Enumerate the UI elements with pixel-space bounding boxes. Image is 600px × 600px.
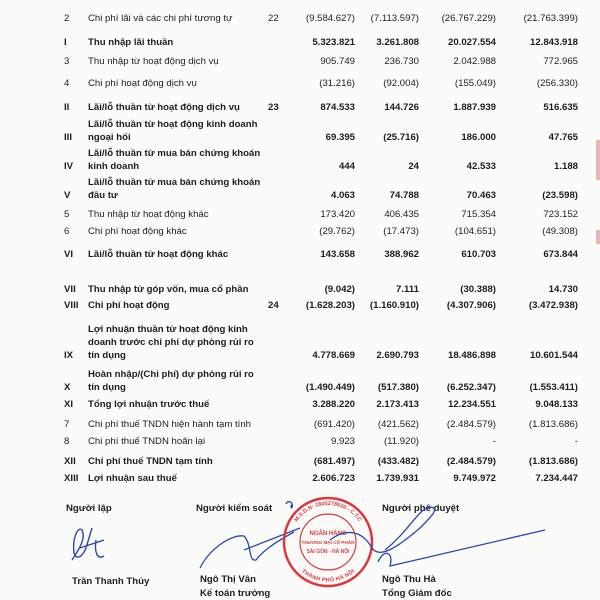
row-value: 715.354 <box>461 209 496 220</box>
row-index: X <box>64 382 71 393</box>
row-value: (2.484.579) <box>446 419 496 430</box>
row-index: VI <box>64 249 74 260</box>
preparer-signature <box>72 528 104 560</box>
row-value: (1.490.449) <box>305 382 355 393</box>
row-label: Chi phí thuế TNDN hoãn lại <box>88 436 206 447</box>
row-index: 4 <box>64 78 70 89</box>
row-value: 9.749.972 <box>453 473 496 484</box>
row-value: (256.330) <box>536 78 578 89</box>
preparer-name: Trần Thanh Thủy <box>72 576 150 587</box>
row-value: 20.027.554 <box>447 37 496 48</box>
row-label: Lãi/lỗ thuần từ mua bán chứng khoán kinh doanh <box>88 148 261 172</box>
row-value: 186.000 <box>461 132 496 143</box>
row-value: 444 <box>338 161 355 172</box>
row-label: Lãi/lỗ thuần từ hoạt động khác <box>88 249 229 260</box>
row-value: (25.716) <box>383 132 419 143</box>
row-value: 14.730 <box>548 284 578 295</box>
row-value: (4.307.906) <box>446 300 496 311</box>
row-value: 610.703 <box>461 249 496 260</box>
stamp-line-3: SÀI GÒN - HÀ NỘI <box>306 549 350 555</box>
row-value: (1.813.686) <box>528 419 578 430</box>
row-value: 2.606.723 <box>312 473 355 484</box>
row-index: 8 <box>64 436 70 447</box>
row-value: (9.042) <box>324 284 355 295</box>
row-value: 3.261.808 <box>376 37 419 48</box>
preparer-role: Người lập <box>66 503 112 514</box>
row-value: (104.651) <box>454 226 496 237</box>
row-index: III <box>64 132 72 143</box>
row-label: Chi phí hoạt động <box>88 300 170 311</box>
row-value: 70.463 <box>466 190 496 201</box>
row-label: Lãi/lỗ thuần từ hoạt động kinh doanh ngoại hối <box>88 119 258 143</box>
approver-name: Ngô Thu Hà <box>382 574 436 585</box>
stamp-bottom-text: THÀNH PHỐ HÀ NỘI <box>300 568 356 584</box>
row-label: Chi phí hoạt động khác <box>88 226 187 237</box>
row-value: 772.965 <box>543 56 578 67</box>
row-index: XIII <box>64 473 79 484</box>
row-value: 144.726 <box>384 102 419 113</box>
row-label: Lợi nhuận sau thuế <box>88 473 177 484</box>
row-label: Hoàn nhập/(Chi phí) dự phòng rủi ro tín dụng <box>88 369 254 393</box>
row-index: 3 <box>64 56 70 67</box>
row-value: (17.473) <box>383 226 419 237</box>
row-index: IV <box>64 161 74 172</box>
controller-title: Kế toán trưởng <box>200 588 271 599</box>
row-value: (517.380) <box>377 382 419 393</box>
row-index: 7 <box>64 419 70 430</box>
row-value: 24 <box>408 161 419 172</box>
row-value: (155.049) <box>454 78 496 89</box>
row-value: 47.765 <box>548 132 578 143</box>
row-value: (7.113.597) <box>370 13 419 24</box>
row-value: 2.042.988 <box>453 56 496 67</box>
row-value: 173.420 <box>320 209 355 220</box>
row-index: IX <box>64 350 74 361</box>
row-label: Tổng lợi nhuận trước thuế <box>88 399 210 410</box>
row-value: (26.767.229) <box>441 13 496 24</box>
row-label: Lãi/lỗ thuần từ mua bán chứng khoán đầu tư <box>88 177 261 201</box>
row-value: 143.658 <box>320 249 355 260</box>
row-label: Thu nhập từ hoạt động khác <box>88 209 209 220</box>
row-value: 74.788 <box>389 190 419 201</box>
row-value: 1.739.931 <box>376 473 419 484</box>
company-stamp <box>284 498 372 586</box>
row-value: 1.188 <box>553 161 578 172</box>
row-note: 24 <box>268 300 279 311</box>
stamp-line-1: NGÂN HÀNG <box>309 531 347 537</box>
row-label: Chi phí lãi và các chi phí tương tự <box>88 13 233 24</box>
row-index: II <box>64 102 70 113</box>
row-value: - <box>574 436 578 447</box>
row-label: Lãi/lỗ thuần từ hoạt động dịch vụ <box>88 102 240 113</box>
row-index: I <box>64 37 67 48</box>
stamp-line-2: THƯƠNG MẠI CỔ PHẦN <box>301 540 355 545</box>
row-label: Thu nhập từ hoạt động dịch vụ <box>88 56 219 67</box>
row-index: XI <box>64 399 74 410</box>
row-value: (23.598) <box>542 190 578 201</box>
row-index: 2 <box>64 13 70 24</box>
row-value: 2.690.793 <box>376 350 419 361</box>
row-index: VIII <box>64 300 79 311</box>
row-value: 69.395 <box>325 132 355 143</box>
row-value: (1.628.203) <box>305 300 355 311</box>
row-value: 236.730 <box>384 56 419 67</box>
row-index: VII <box>64 284 76 295</box>
row-value: 42.533 <box>466 161 496 172</box>
row-value: (433.482) <box>377 456 419 467</box>
row-value: 905.749 <box>320 56 355 67</box>
row-value: (9.584.627) <box>305 13 355 24</box>
row-value: 7.111 <box>396 284 419 295</box>
row-label: Thu nhập lãi thuần <box>88 37 174 48</box>
row-value: 516.635 <box>543 102 578 113</box>
controller-name: Ngô Thị Vân <box>200 574 256 585</box>
controller-role: Người kiểm soát <box>196 503 273 514</box>
row-value: (92.004) <box>383 78 419 89</box>
row-value: (21.763.399) <box>523 13 578 24</box>
row-value: 388.962 <box>384 249 419 260</box>
row-value: (2.484.579) <box>446 456 496 467</box>
row-value: 9.923 <box>330 436 355 447</box>
row-value: 2.173.413 <box>376 399 419 410</box>
row-value: 673.844 <box>543 249 578 260</box>
row-value: 4.063 <box>330 190 355 201</box>
row-value: (1.813.686) <box>528 456 578 467</box>
row-value: 874.533 <box>320 102 355 113</box>
row-value: 4.778.669 <box>312 350 355 361</box>
row-index: V <box>64 190 71 201</box>
row-value: 1.887.939 <box>453 102 496 113</box>
row-index: 6 <box>64 226 70 237</box>
row-value: (29.762) <box>319 226 355 237</box>
row-value: 5.323.821 <box>312 37 355 48</box>
row-value: 18.486.898 <box>447 350 496 361</box>
row-value: 406.435 <box>384 209 419 220</box>
row-label: Chi phí thuế TNDN hiện hành tạm tính <box>88 419 252 430</box>
row-value: (31.216) <box>319 78 355 89</box>
row-value: - <box>492 436 496 447</box>
row-value: (49.308) <box>542 226 578 237</box>
row-value: 3.288.220 <box>312 399 355 410</box>
row-label: Lợi nhuận thuần từ hoạt động kinh doanh trước chi phí dự phòng rủi ro tín dụng <box>88 324 254 361</box>
approver-title: Tổng Giám đốc <box>382 588 452 599</box>
row-index: 5 <box>64 209 70 220</box>
row-value: 10.601.544 <box>529 350 578 361</box>
row-value: 9.048.133 <box>535 399 578 410</box>
row-value: (1.160.910) <box>369 300 419 311</box>
row-value: (421.562) <box>377 419 419 430</box>
row-value: (6.252.347) <box>446 382 496 393</box>
row-label: Thu nhập từ góp vốn, mua cổ phần <box>88 284 249 295</box>
row-note: 22 <box>268 13 279 24</box>
row-value: (681.497) <box>313 456 355 467</box>
row-label: Chi phí thuế TNDN tạm tính <box>88 456 213 467</box>
row-value: 12.234.551 <box>447 399 496 410</box>
row-value: (691.420) <box>313 419 355 430</box>
row-value: 7.234.447 <box>535 473 578 484</box>
row-value: 723.152 <box>543 209 578 220</box>
row-note: 23 <box>268 102 279 113</box>
row-value: (11.920) <box>383 436 419 447</box>
stamp-ring-text: M.S.D.N: 1800278630 - C.T.C <box>293 500 363 524</box>
row-value: (30.388) <box>460 284 496 295</box>
row-value: (1.553.411) <box>529 382 578 393</box>
approver-role: Người phê duyệt <box>382 503 460 514</box>
row-label: Chi phí hoạt động dịch vụ <box>88 78 197 89</box>
row-value: 12.843.918 <box>529 37 578 48</box>
row-value: (3.472.938) <box>528 300 578 311</box>
row-index: XII <box>64 456 76 467</box>
